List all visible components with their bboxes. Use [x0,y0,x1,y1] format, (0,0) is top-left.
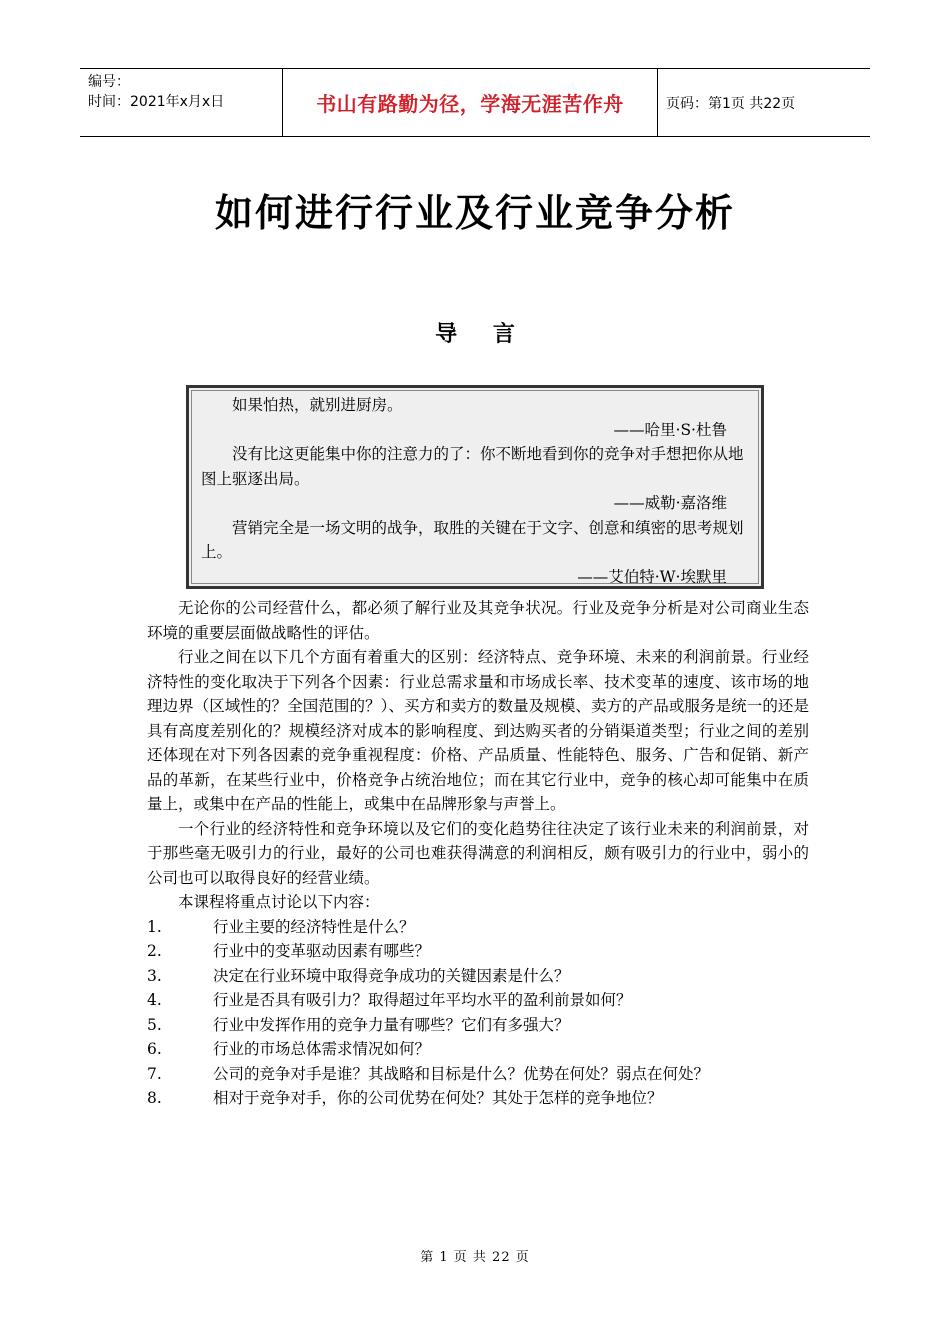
page-header [80,68,870,137]
list-text: 行业中发挥作用的竞争力量有哪些？它们有多强大？ [213,1015,570,1034]
list-number: 3. [147,966,162,985]
document-number: 编号： [88,74,130,90]
paragraph: 无论你的公司经营什么，都必须了解行业及其竞争状况。行业及竞争分析是对公司商业生态环境的重要层面做战略性的评估。 [147,599,809,642]
body-text [147,596,809,1111]
list-item [147,1013,809,1038]
list-number: 2. [147,942,162,960]
quote-text: 营销完全是一场文明的战争，取胜的关键在于文字、创意和缜密的思考规划上。 [201,518,744,561]
topic-list [147,915,809,1111]
paragraph: 行业之间在以下几个方面有着重大的区别：经济特点、竞争环境、未来的利润前景。行业经济特性的变化取决于下列各个因素：行业总需求量和市场成长率、技术变革的速度、该市场的地理边界（区域性的？全国范围的？）、买方和卖方的数量及规模、卖方的产品或服务是统一的还是具有高度差别化的？规模经济对成本的影响程度、到达购买者的分销渠道类型；行业之间的差别还体现在对下列各因素的竞争重视程度：价格、产品质量、性能特色、服务、广告和促销、新产品的革新，在某些行业中，价格竞争占统治地位；而在其它行业中，竞争的核心却可能集中在质量上，或集中在产品的性能上，或集中在品牌形象与声誉上。 [147,648,809,813]
quote-text: 没有比这更能集中你的注意力的了：你不断地看到你的竞争对手想把你从地图上驱逐出局。 [201,445,744,488]
quote-author: ——哈里·S·杜鲁 [613,420,727,439]
list-number: 7. [147,1064,162,1083]
list-text: 公司的竞争对手是谁？其战略和目标是什么？优势在何处？弱点在何处？ [213,1064,710,1083]
paragraph: 本课程将重点讨论以下内容： [178,893,380,911]
list-text: 相对于竞争对手，你的公司优势在何处？其处于怎样的竞争地位？ [213,1089,663,1107]
paragraph: 一个行业的经济特性和竞争环境以及它们的变化趋势往往决定了该行业未来的利润前景，对于那些毫无吸引力的行业，最好的公司也难获得满意的利润相反，颇有吸引力的行业中，弱小的公司也可以取得良好的经营业绩。 [147,819,809,887]
list-item [147,1086,809,1111]
document-date: 时间：2021年x月x日 [88,94,225,110]
page-footer: 第 1 页 共 22 页 [420,1250,530,1265]
list-number: 8. [147,1089,162,1107]
list-number: 6. [147,1040,162,1058]
list-item [147,939,809,964]
section-heading: 导 言 [435,321,529,347]
header-meta [80,69,282,136]
list-item [147,988,809,1013]
list-item [147,1037,809,1062]
quote-text: 如果怕热，就别进厨房。 [232,396,403,414]
header-slogan: 书山有路勤为径，学海无涯苦作舟 [282,69,658,136]
list-item [147,915,809,940]
quote-box [186,385,764,589]
list-number: 4. [147,991,162,1009]
list-item [147,1062,809,1087]
quote-author: ——威勒·嘉洛维 [613,494,727,512]
list-text: 决定在行业环境中取得竞争成功的关键因素是什么？ [213,966,570,985]
list-number: 1. [147,917,162,936]
list-number: 5. [147,1015,162,1034]
document-title: 如何进行行业及行业竞争分析 [214,190,735,235]
list-text: 行业主要的经济特性是什么？ [213,917,415,936]
header-page-info: 页码：第1页 共22页 [666,95,796,112]
list-text: 行业是否具有吸引力？取得超过年平均水平的盈利前景如何？ [213,991,632,1009]
list-text: 行业的市场总体需求情况如何？ [213,1040,431,1058]
quote-author: ——艾伯特·W·埃默里 [577,567,727,586]
list-text: 行业中的变革驱动因素有哪些？ [213,942,431,960]
list-item [147,964,809,989]
